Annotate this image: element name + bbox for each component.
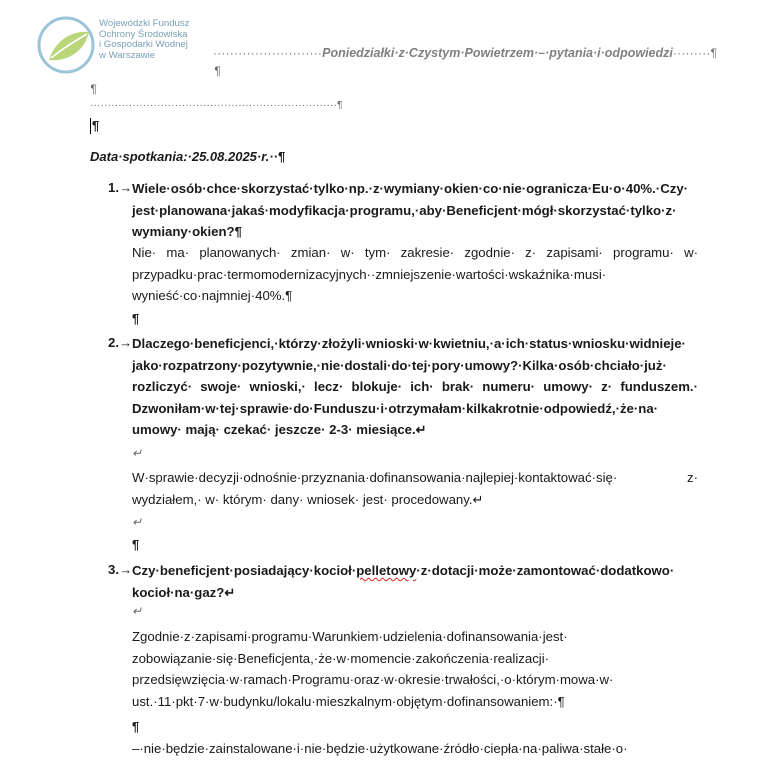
pilcrow-mark: ¶ (132, 537, 140, 552)
logo-line: Wojewódzki Fundusz (99, 18, 190, 29)
logo-line: i Gospodarki Wodnej (99, 39, 188, 51)
logo-line: w Warszawie (99, 49, 156, 61)
answer-text-cut: –·nie·będzie·zainstalowane·i·nie·będzie·użytkowane·źródło·ciepła·na·paliwa·stałe·o· (132, 741, 628, 756)
question-text: Wiele·osób·chce·skorzystać·tylko·np.·z·wymiany·okien·co·nie·ogranicza·Eu·o·40%.·Czy· jest·planowana·jakaś·modyfikacja·programu,·aby·Beneficjent·mógł·skorzystać·tylko·z· wymiany·okien?¶ (132, 181, 689, 240)
cursor-pilcrow: ¶ (92, 118, 100, 133)
answer-text: Nie· ma· planowanych· zmian· w· tym· zakresie· zgodnie· z· zapisami· programu· w· przypadku·prac·termomodernizacyjnych··zmniejszenie·wartości·wskaźnika·musi· wynieść·co·najmniej·40%.¶ (132, 245, 698, 304)
answer-text: W·sprawie·decyzji·odnośnie·przyznania·dofinansowania·najlepiej·kontaktować·się· z· wydziałem,· w· którym· dany· wniosek· jest· procedowany.↵ (132, 470, 698, 507)
return-mark: ↵ (132, 446, 143, 460)
header (213, 44, 717, 62)
return-mark: ↵ (132, 515, 143, 529)
header-dots: ·························· (213, 46, 323, 60)
pilcrow-mark: ¶ (90, 82, 97, 96)
pilcrow-mark: ¶ (132, 719, 140, 734)
item-number: 2.→ (108, 335, 133, 350)
dot-line: ······································································¶ (90, 100, 343, 111)
meeting-date: Data·spotkania:·25.08.2025·r.··¶ (90, 149, 286, 164)
spelling-flag-word[interactable]: pelletowy (356, 563, 417, 578)
header-trail: ·········¶ (672, 46, 718, 60)
logo (37, 16, 207, 74)
header-title: Poniedziałki·z·Czystym·Powietrzem·–·pytania·i·odpowiedzi (322, 46, 673, 60)
header-pilcrow: ¶ (214, 64, 221, 78)
question-part: Czy·beneficjent·posiadający·kocioł· (132, 563, 357, 578)
question-text (132, 560, 698, 603)
fund-logo-icon (37, 16, 97, 76)
question-text: Dlaczego·beneficjenci,·którzy·złożyli·wnioski·w·kwietniu,·a·ich·status·wniosku·widnieje· jako·rozpatrzony·pozytywnie,·nie·dostali·do·tej·pory·umowy?·Kilka·osób·chciało·już· rozliczyć· swoje· wnioski,· lecz· blokuje· ich· brak· numeru· umowy· z· funduszem.· Dzwoniłam·w·tej·sprawie·do·Funduszu·i·otrzymałam·kilkakrotnie·odpowiedź,·że·na· umowy· mają· czekać· jeszcze· 2-3· miesiące.↵ (132, 336, 698, 438)
item-number: 1.→ (108, 180, 133, 195)
answer-text: Zgodnie·z·zapisami·programu·Warunkiem·udzielenia·dofinansowania·jest· zobowiązanie·się·Beneficjenta,·że·w·momencie·zakończenia·realizacji· przedsięwzięcia·w·ramach·Programu·oraz·w·okresie·trwałości,·o·którym·mowa·w· ust.·11·pkt·7·w·budynku/lokalu·mieszkalnym·objętym·dofinansowaniem:·¶ (132, 629, 614, 709)
question-part: ·z·dotacji·może·zamontować·dodatkowo· kocioł·na·gaz?↵ (132, 563, 675, 600)
return-mark: ↵ (132, 604, 143, 618)
logo-line: Ochrony Środowiska (99, 28, 188, 40)
pilcrow-mark: ¶ (132, 311, 140, 326)
item-number: 3.→ (108, 562, 133, 577)
text-cursor (90, 118, 91, 134)
